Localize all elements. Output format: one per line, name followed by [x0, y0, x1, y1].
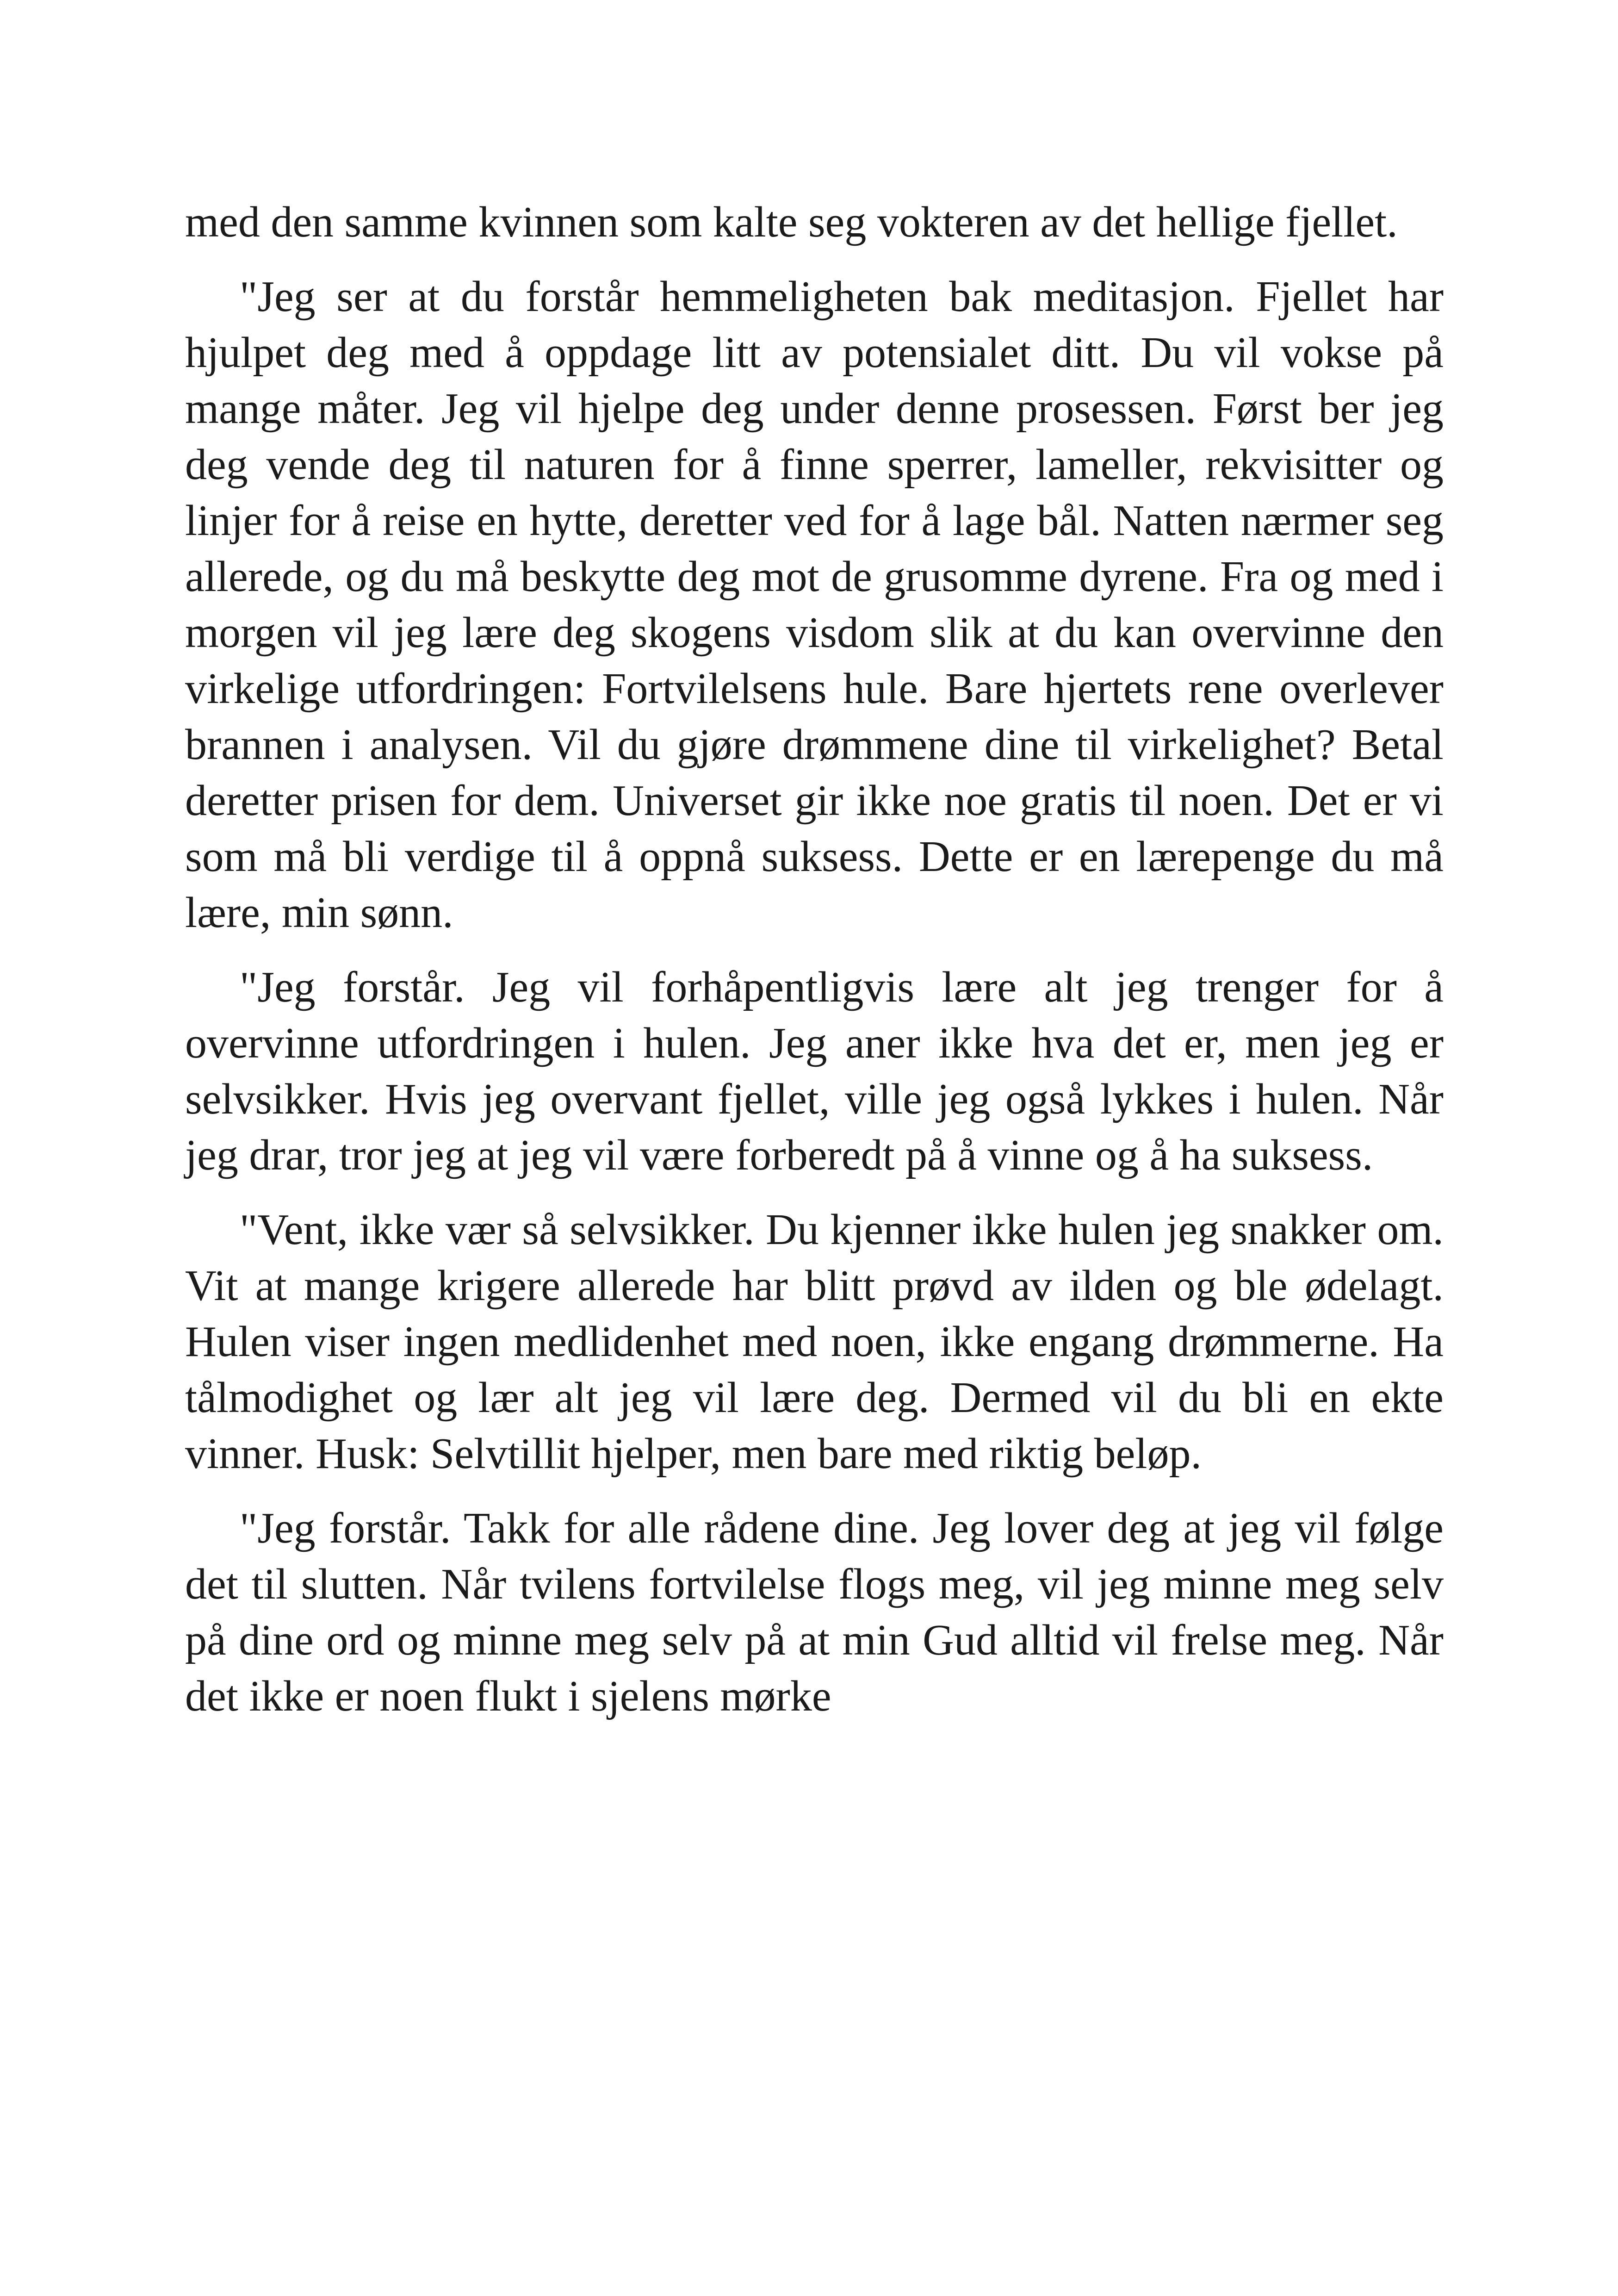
paragraph-4: "Vent, ikke vær så selvsikker. Du kjenner ikke hulen jeg snakker om. Vit at mange krigere allerede har blitt prøvd av ilden og ble ødelagt. Hulen viser ingen medlidenhet med noen, ikke engang drømmerne. Ha tålmodighet og lær alt jeg vil lære deg. Dermed vil du bli en ekte vinner. Husk: Selvtillit hjelper, men bare med riktig beløp. [185, 1206, 1444, 1478]
page-body [185, 194, 1444, 1743]
paragraph-2: "Jeg ser at du forstår hemmeligheten bak meditasjon. Fjellet har hjulpet deg med å oppdage litt av potensialet ditt. Du vil vokse på mange måter. Jeg vil hjelpe deg under denne prosessen. Først ber jeg deg vende deg til naturen for å finne sperrer, lameller, rekvisitter og linjer for å reise en hytte, deretter ved for å lage bål. Natten nærmer seg allerede, og du må beskytte deg mot de grusomme dyrene. Fra og med i morgen vil jeg lære deg skogens visdom slik at du kan overvinne den virkelige utfordringen: Fortvilelsens hule. Bare hjertets rene overlever brannen i analysen. Vil du gjøre drømmene dine til virkelighet? Betal deretter prisen for dem. Universet gir ikke noe gratis til noen. Det er vi som må bli verdige til å oppnå suksess. Dette er en lærepenge du må lære, min sønn. [185, 273, 1444, 937]
paragraph-5: "Jeg forstår. Takk for alle rådene dine. Jeg lover deg at jeg vil følge det til slutten. Når tvilens fortvilelse flogs meg, vil jeg minne meg selv på dine ord og minne meg selv på at min Gud alltid vil frelse meg. Når det ikke er noen flukt i sjelens mørke [185, 1504, 1444, 1720]
paragraph-1: med den samme kvinnen som kalte seg vokteren av det hellige fjellet. [185, 198, 1398, 246]
paragraph-3: "Jeg forstår. Jeg vil forhåpentligvis lære alt jeg trenger for å overvinne utfordringen i hulen. Jeg aner ikke hva det er, men jeg er selvsikker. Hvis jeg overvant fjellet, ville jeg også lykkes i hulen. Når jeg drar, tror jeg at jeg vil være forberedt på å vinne og å ha suksess. [185, 963, 1444, 1179]
